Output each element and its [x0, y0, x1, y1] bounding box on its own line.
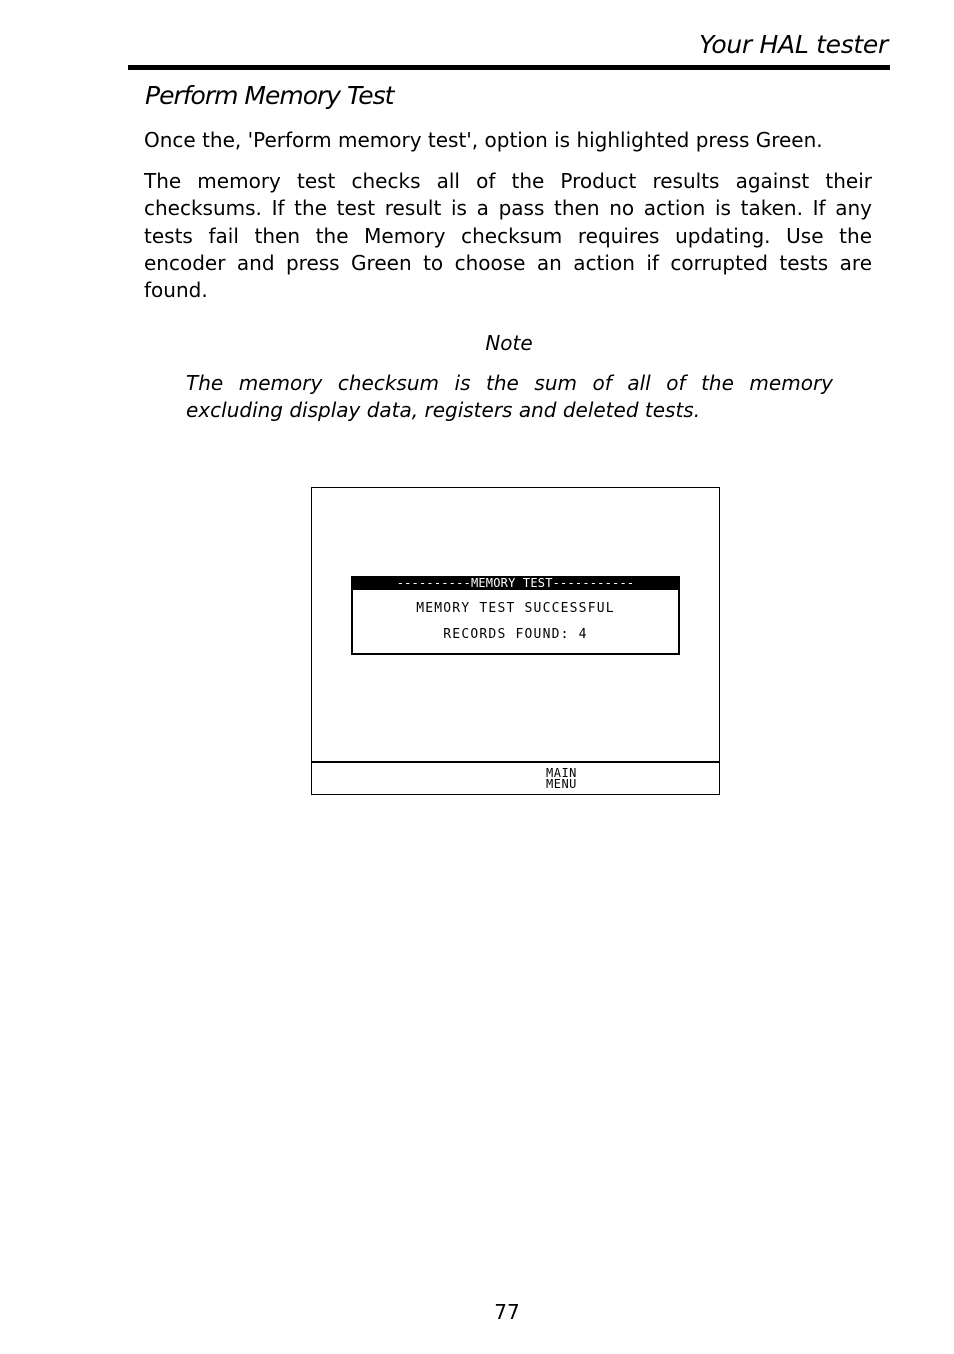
dialog-records-line: RECORDS FOUND: 4 — [443, 627, 588, 642]
softkey-label-line2: MENU — [546, 777, 577, 791]
section-heading: Perform Memory Test — [145, 81, 394, 110]
header-rule — [128, 65, 890, 70]
note-text: The memory checksum is the sum of all of the memory excluding display data, registers and deleted tests. — [186, 371, 833, 423]
description-paragraph: The memory test checks all of the Product results against their checksums. If the test result is a pass then no action is taken. If any tests fail then the Memory checksum requires updating. Use the encoder and press Green to choose an action if corrupted tests are found. — [144, 169, 872, 303]
main-menu-softkey[interactable] — [546, 768, 577, 790]
memory-test-dialog — [351, 576, 680, 655]
intro-paragraph: Once the, 'Perform memory test', option is highlighted press Green. — [144, 128, 823, 152]
dialog-status-line: MEMORY TEST SUCCESSFUL — [416, 601, 615, 616]
note-title: Note — [485, 331, 533, 355]
lcd-screen — [311, 487, 720, 795]
page-number: 77 — [494, 1300, 520, 1324]
page-header-title: Your HAL tester — [699, 30, 888, 59]
softkey-divider — [312, 761, 719, 763]
softkey-label-line1: MAIN — [546, 766, 577, 780]
dialog-titlebar: ----------MEMORY TEST----------- — [351, 576, 680, 590]
